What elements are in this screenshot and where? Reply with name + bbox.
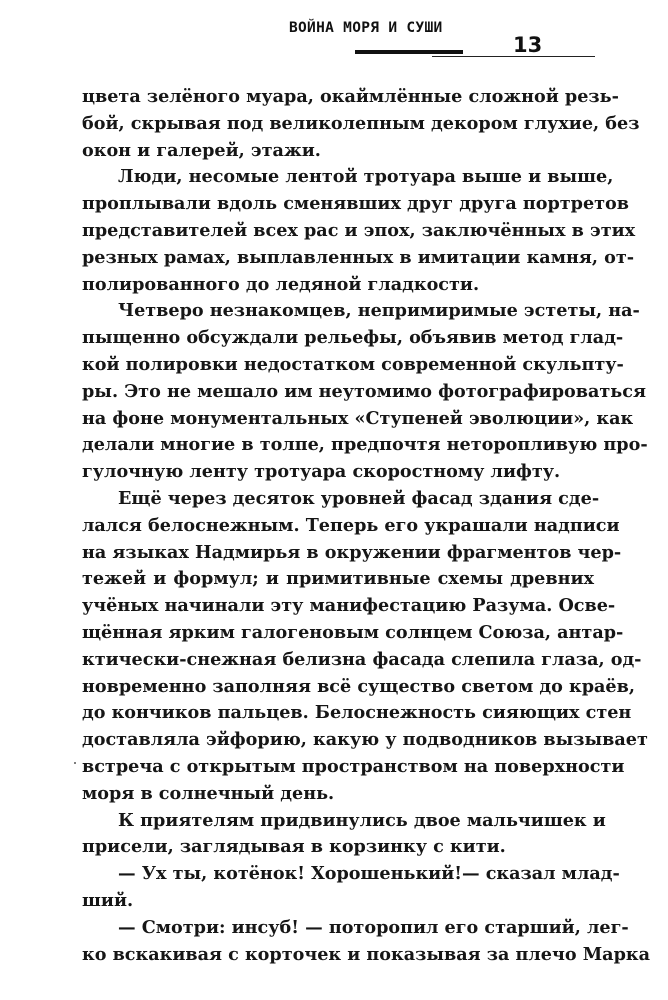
text-line: присели, заглядывая в корзинку с кити. bbox=[82, 836, 506, 858]
text-line: К приятелям придвинулись двое мальчишек и bbox=[118, 809, 606, 831]
body-text bbox=[82, 84, 650, 968]
text-line: представителей всех рас и эпох, заключённых в этих bbox=[82, 219, 636, 241]
text-line: учёных начинали эту манифестацию Разума. Осве- bbox=[82, 595, 616, 617]
text-line: пыщенно обсуждали рельефы, объявив метод глад- bbox=[82, 327, 624, 349]
text-line: окон и галерей, этажи. bbox=[82, 139, 321, 161]
text-line: цвета зелёного муара, окаймлённые сложной резь- bbox=[82, 86, 619, 107]
text-line: — Ух ты, котёнок! Хорошенький!— сказал млад- bbox=[118, 863, 620, 885]
text-line: проплывали вдоль сменявших друг друга портретов bbox=[82, 193, 630, 215]
text-line: на языках Надмирья в окружении фрагментов чер- bbox=[82, 541, 622, 563]
page-number: 13 bbox=[513, 33, 543, 57]
text-line: Ещё через десяток уровней фасад здания сде- bbox=[118, 487, 600, 509]
text-line: до кончиков пальцев. Белоснежность сияющих стен bbox=[82, 702, 632, 724]
text-line: кой полировки недостатком современной скульпту- bbox=[82, 353, 624, 375]
text-line: гулочную ленту тротуара скоростному лифту. bbox=[82, 461, 561, 483]
text-line: ко вскакивая с корточек и показывая за плечо Марка bbox=[82, 943, 650, 965]
text-line: лался белоснежным. Теперь его украшали надписи bbox=[82, 514, 620, 536]
text-line: Четверо незнакомцев, непримиримые эстеты, на- bbox=[118, 300, 640, 322]
text-line: тежей и формул; и примитивные схемы древних bbox=[82, 568, 594, 590]
text-line: ры. Это не мешало им неутомимо фотографироваться bbox=[82, 380, 646, 402]
text-line: полированного до ледяной гладкости. bbox=[82, 273, 480, 295]
header-rule-thick bbox=[355, 50, 463, 54]
text-line: Люди, несомые лентой тротуара выше и выше, bbox=[118, 166, 614, 188]
text-line: доставляла эйфорию, какую у подводников вызывает bbox=[82, 729, 648, 751]
text-line: щённая ярким галогеновым солнцем Союза, антар- bbox=[82, 621, 624, 643]
text-line: бой, скрывая под великолепным декором глухие, без bbox=[82, 112, 640, 134]
text-line: новременно заполняя всё существо светом до краёв, bbox=[82, 675, 635, 697]
running-title: ВОЙНА МОРЯ И СУШИ bbox=[289, 20, 443, 36]
text-line: ктически-снежная белизна фасада слепила глаза, од- bbox=[82, 648, 642, 670]
text-line: делали многие в толпе, предпочтя неторопливую про- bbox=[82, 434, 648, 456]
text-line: встреча с открытым пространством на поверхности bbox=[82, 755, 625, 777]
scan-speck bbox=[74, 762, 76, 764]
text-line: ший. bbox=[82, 889, 134, 911]
text-line: моря в солнечный день. bbox=[82, 782, 335, 804]
text-line: на фоне монументальных «Ступеней эволюции», как bbox=[82, 407, 634, 429]
text-line: — Смотри: инсуб! — поторопил его старший, лег- bbox=[118, 916, 629, 938]
text-line: резных рамах, выплавленных в имитации камня, от- bbox=[82, 246, 635, 268]
